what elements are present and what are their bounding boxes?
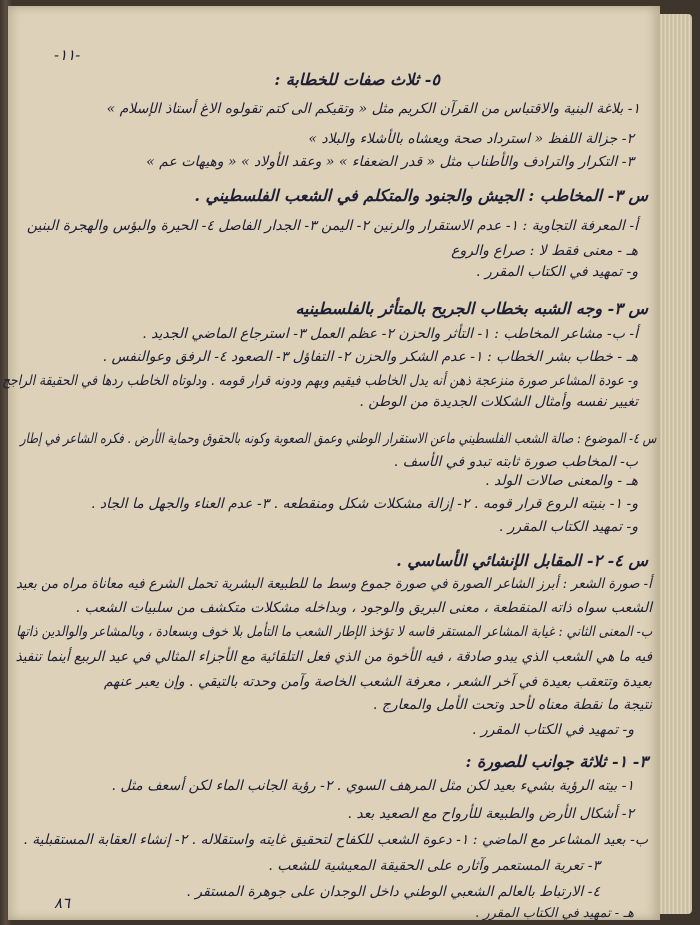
text-line: و- ١- بنيته الروع قرار قومه . ٢- إزالة مشكلات شكل ومنقطعه . ٣- عدم العناء والجهل ما الجاد .: [90, 496, 638, 512]
section-heading: ٥- ثلاث صفات للخطابة :: [274, 70, 440, 89]
text-line: و- تمهيد الكتاب المقرر .: [498, 519, 638, 535]
text-line: أ- صورة الشعر : أبرز الشاعر الصورة في صورة جموع وسط ما للطبيعة البشرية تحمل الشرع فيه معاناة مراه من بعيد: [16, 576, 652, 592]
text-line: ٤- الارتباط بالعالم الشعبي الوطني داخل الوجدان على جوهرة المستقر .: [186, 884, 600, 900]
text-line: هـ - والمعنى صالات الولد .: [485, 473, 638, 489]
page-number-top: -١١-: [54, 46, 81, 64]
text-line: هـ - تمهيد في الكتاب المقرر .: [475, 906, 634, 921]
text-line: بعيدة وتتعقب بعيدة في آخر الشعر ، معرفة الشعب الخاصة وآمن وحدته بالتيقي . وإن يعبر عنهم: [103, 674, 652, 690]
text-line: فيه ما هي الشعب الذي يبدو صادقة ، فيه الأخوة من الذي فعل التلقائية مع الأجزاء المثالي في عيد الربيع أينما تنفيذ: [15, 649, 652, 665]
text-line: و- تمهيد في الكتاب المقرر .: [476, 264, 638, 280]
text-line: تغيير نفسه وأمثال الشكلات الجديدة من الوطن .: [359, 394, 638, 410]
question-heading: س ٣- المخاطب : الجيش والجنود والمتكلم في الشعب الفلسطيني .: [194, 186, 648, 205]
text-line: ٣- التكرار والترادف والأطناب مثل « قدر الضعفاء » « وعقد الأولاد » « وهيهات عم »: [146, 154, 634, 170]
text-line: ب- المخاطب صورة ثابته تبدو في الأسف .: [393, 454, 638, 470]
page-edges: [660, 14, 692, 914]
text-line: الشعب سواه ذاته المنقطعة ، معنى البريق والوجود ، وبداخله مشكلات متكشف من سلبيات الشعب .: [75, 600, 652, 616]
text-line: ب- المعنى الثاني : غيابة المشاعر المستقر فاسه لا تؤخذ الإطار الشعب ما التأمل بلا خوف وبسعادة ، وبالمشاعر والوالدين ذاتها: [15, 624, 652, 640]
text-line: هـ - خطاب بشر الخطاب : ١- عدم الشكر والحزن ٢- التفاؤل ٣- الصعود ٤- الرفق وعوالنفس .: [102, 349, 638, 365]
question-heading: س ٣- وجه الشبه بخطاب الجريح بالمتأثر بالفلسطينيه: [295, 299, 648, 318]
text-line: و- تمهيد في الكتاب المقرر .: [472, 722, 634, 738]
manuscript-page: [1, 6, 660, 921]
page-number-bottom: ٨٦: [54, 894, 71, 912]
text-line: أ- المعرفة التجاوية : ١- عدم الاستقرار والرنين ٢- اليمن ٣- الجدار الفاصل ٤- الحيرة والبؤس والهجرة البنين: [26, 218, 638, 234]
text-line: ب- بعيد المشاعر مع الماضي : ١- دعوة الشعب للكفاح لتحقيق غايته واستقلاله . ٢- إنشاء العقابة المستقبلية .: [23, 832, 648, 848]
text-line: ٢- جزالة اللفظ « استرداد صحة ويعشاه بالأشلاء والبلاد »: [308, 131, 634, 147]
text-line: أ- ب- مشاعر المخاطب : ١- التأثر والحزن ٢- عظم العمل ٣- استرجاع الماضي الجديد .: [142, 326, 638, 342]
text-line: ٣- تعرية المستعمر وآثاره على الحقيقة المعيشية للشعب .: [268, 858, 600, 874]
text-line: و- عودة المشاعر صورة منزعجة ذهن أنه يدل الخاطب فيقيم وبهم ودونه قرار قومه . ودلوتاه الخاطب ردها في الحقيقة الراجح: [1, 373, 638, 389]
text-line: هـ - معنى فقط لا : صراع والروع: [451, 243, 638, 259]
text-line: ٢- أشكال الأرض والطبيعة للأرواح مع الصعيد بعد .: [347, 806, 634, 822]
question-heading: س ٤- ٢- المقابل الإنشائي الأساسي .: [396, 551, 648, 570]
question-heading: ٣- ١- ثلاثة جوانب للصورة :: [465, 752, 648, 771]
text-line: ١- بلاغة البنية والاقتباس من القرآن الكريم مثل « وتقيكم الى كتم تقولوه الاغ أستاذ الإسلام »: [106, 101, 640, 117]
text-line: نتيجة ما نقطة معناه لأحد وتحت الأمل والمعارج .: [372, 697, 652, 713]
text-line: ١- بيته الرؤية بشيء بعيد لكن مثل المرهف السوي . ٢- رؤية الجانب الماء لكن أسعف مثل .: [111, 778, 634, 794]
text-line: س ٤- الموضوع : صالة الشعب الفلسطيني ماعن الاستقرار الوطني وعمق الصعوبة وكونه بالحقوق وحماية الأرض . فكره الشاعر في إطار: [19, 431, 656, 447]
